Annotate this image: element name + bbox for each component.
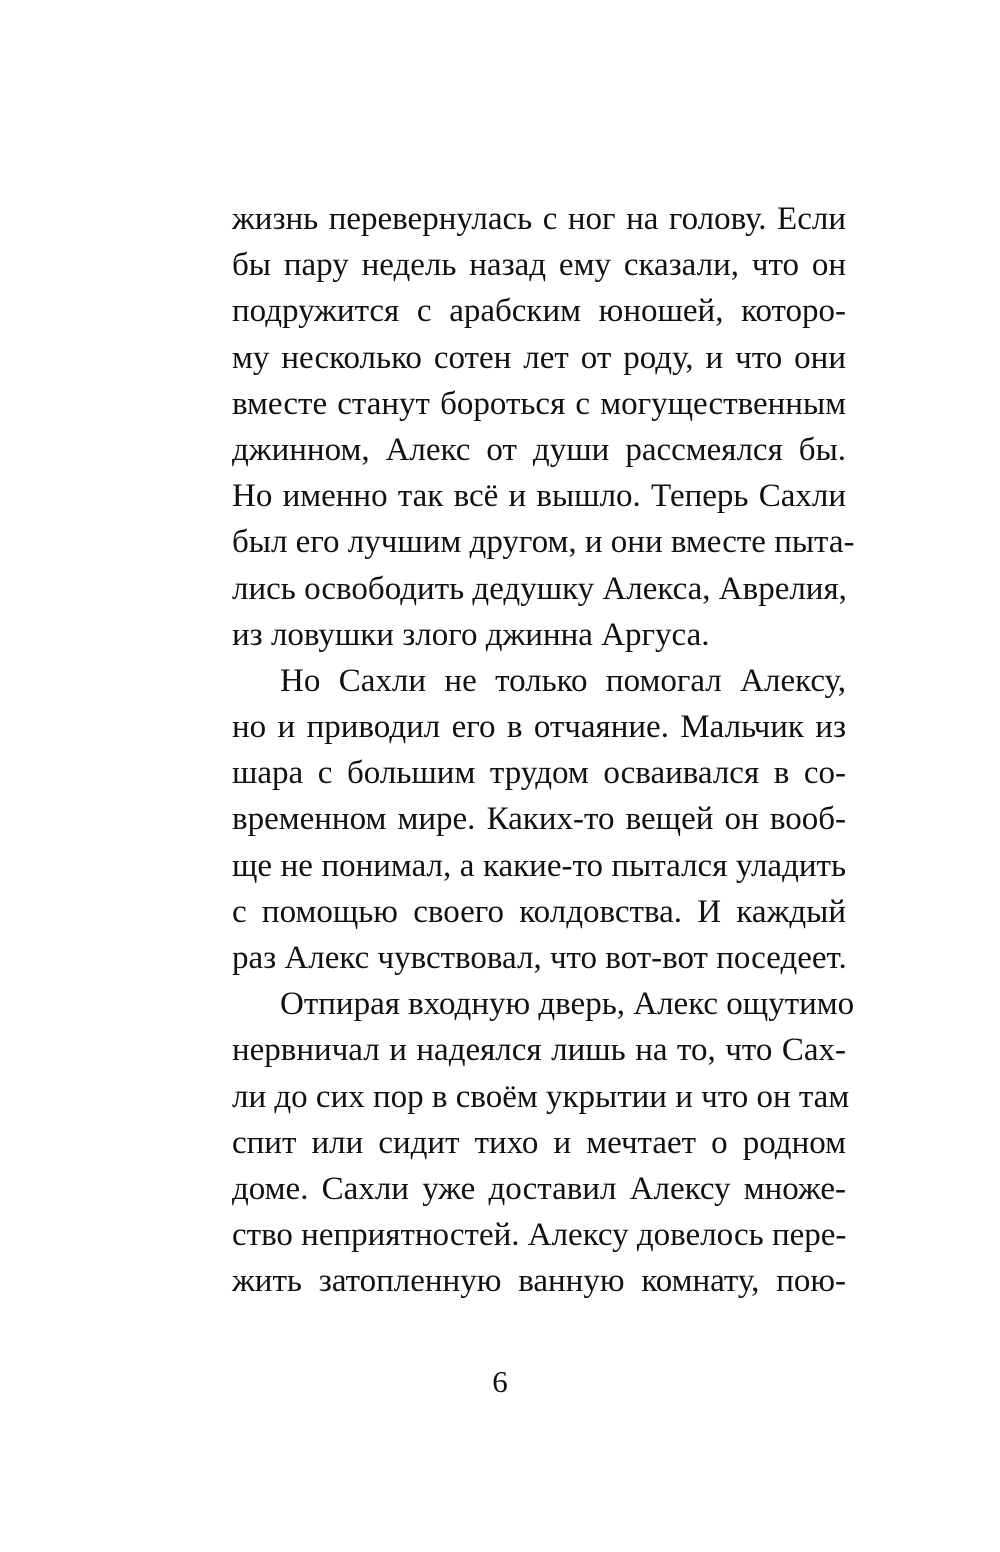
text-line: ство неприятностей. Алексу довелось пере- bbox=[232, 1217, 847, 1254]
text-line: подружится с арабским юношей, которо- bbox=[232, 293, 846, 330]
text-line: Но именно так всё и вышло. Теперь Сахли bbox=[232, 478, 846, 515]
text-line: нервничал и надеялся лишь на то, что Сах- bbox=[232, 1032, 846, 1069]
text-line: ли до сих пор в своём укрытии и что он там bbox=[232, 1078, 850, 1115]
text-line: но и приводил его в отчаяние. Мальчик из bbox=[232, 709, 846, 746]
page-number: 6 bbox=[492, 1364, 508, 1399]
text-line: вместе станут бороться с могущественным bbox=[232, 385, 846, 422]
text-line: шара с большим трудом осваивался в со- bbox=[232, 755, 846, 792]
text-line: спит или сидит тихо и мечтает о родном bbox=[232, 1124, 846, 1161]
text-line: джинном, Алекс от души рассмеялся бы. bbox=[232, 431, 846, 468]
text-line: был его лучшим другом, и они вместе пыта- bbox=[232, 524, 855, 561]
text-line: ще не понимал, а какие-то пытался уладить bbox=[232, 847, 846, 884]
text-line: раз Алекс чувствовал, что вот-вот поседеет. bbox=[232, 940, 847, 976]
text-line: лись освободить дедушку Алекса, Аврелия, bbox=[232, 570, 847, 607]
text-line: жить затопленную ванную комнату, пою- bbox=[232, 1263, 846, 1300]
text-line: бы пару недель назад ему сказали, что он bbox=[232, 247, 846, 284]
text-line: из ловушки злого джинна Аргуса. bbox=[232, 616, 710, 653]
body-text bbox=[232, 196, 855, 1305]
paragraph-first-line: Но Сахли не только помогал Алексу, bbox=[280, 662, 846, 699]
paragraph-first-line: Отпирая входную дверь, Алекс ощутимо bbox=[280, 986, 855, 1023]
text-line: доме. Сахли уже доставил Алексу множе- bbox=[232, 1170, 846, 1207]
text-line: му несколько сотен лет от роду, и что они bbox=[232, 339, 846, 376]
text-line: жизнь перевернулась с ног на голову. Если bbox=[232, 201, 846, 237]
text-line: с помощью своего колдовства. И каждый bbox=[232, 893, 846, 930]
text-line: временном мире. Каких-то вещей он вооб- bbox=[232, 801, 846, 838]
